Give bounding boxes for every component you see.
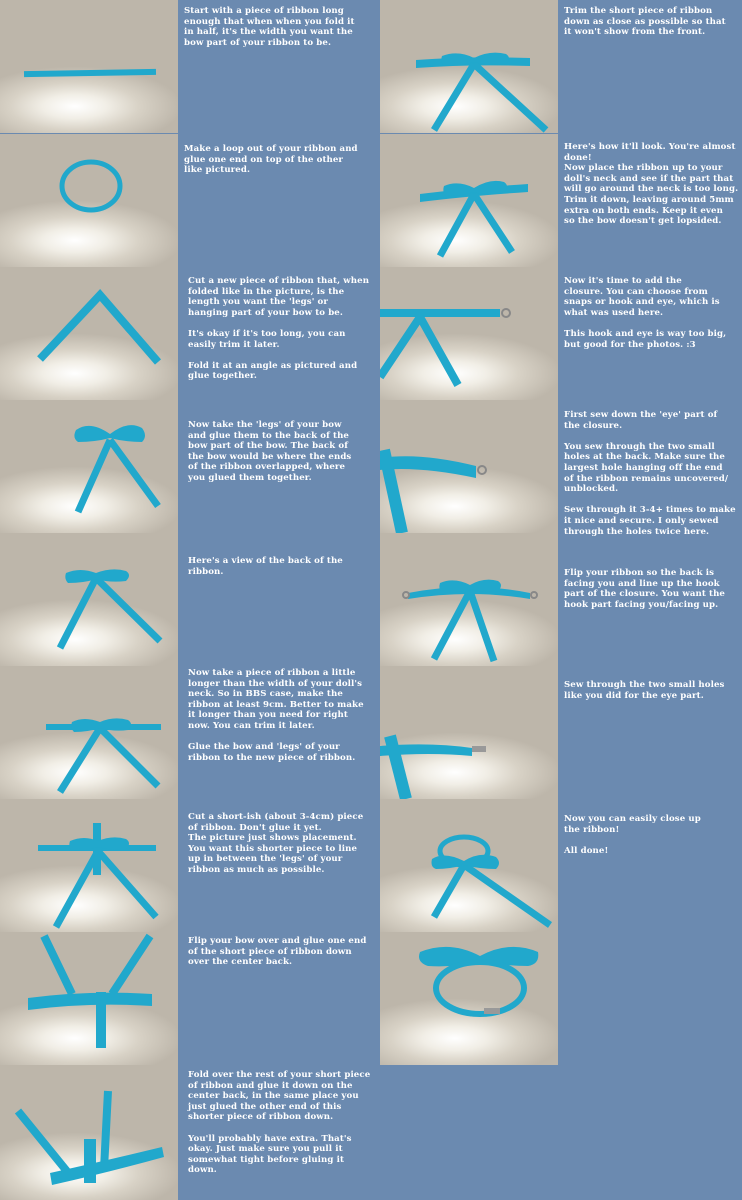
step-photo-16	[380, 799, 558, 932]
step-photo-2	[0, 134, 178, 267]
step-photo-15	[380, 666, 558, 799]
step-photo-8	[0, 932, 178, 1065]
step-photo-5	[0, 533, 178, 666]
step-photo-10	[380, 0, 558, 133]
step-text-9: Fold over the rest of your short piece of ribbon and glue it down on the center back, in the same place you just glued the other end of this shorter piece of ribbon down. You'll probably have extra. That's okay. Just make sure you pull it somewhat tight before gluing it down.	[188, 1070, 371, 1176]
step-text-11: Here's how it'll look. You're almost done! Now place the ribbon up to your doll's neck and see if the part that will go around the neck is too long. Trim it down, leaving around 5mm extra on both ends. Keep it even so the bow doesn't get lopsided.	[564, 142, 739, 227]
step-photo-6	[0, 666, 178, 799]
step-text-14: Flip your ribbon so the back is facing you and line up the hook part of the closure. You want the hook part facing you/facing up.	[564, 568, 725, 610]
step-text-12: Now it's time to add the closure. You can choose from snaps or hook and eye, which is what was used here. This hook and eye is way too big, but good for the photos. :3	[564, 276, 727, 350]
step-text-8: Flip your bow over and glue one end of the short piece of ribbon down over the center back.	[188, 936, 367, 968]
step-text-6: Now take a piece of ribbon a little longer than the width of your doll's neck. So in BBS case, make the ribbon at least 9cm. Better to make it longer than you need for right now. You can trim it later. Glue the bow and 'legs' of your ribbon to the new piece of ribbon.	[188, 668, 364, 763]
step-text-7: Cut a short-ish (about 3-4cm) piece of ribbon. Don't glue it yet. The picture just shows placement. You want this shorter piece to line up in between the 'legs' of your ribbon as much as possible.	[188, 812, 364, 875]
step-text-15: Sew through the two small holes like you did for the eye part.	[564, 680, 725, 701]
step-photo-4	[0, 400, 178, 533]
step-photo-7	[0, 799, 178, 932]
step-text-2: Make a loop out of your ribbon and glue one end on top of the other like pictured.	[184, 144, 358, 176]
step-photo-11	[380, 134, 558, 267]
step-text-5: Here's a view of the back of the ribbon.	[188, 556, 343, 577]
step-photo-9	[0, 1065, 178, 1200]
step-photo-3	[0, 267, 178, 400]
step-photo-14	[380, 533, 558, 666]
step-text-1: Start with a piece of ribbon long enough that when when you fold it in half, it's the width you want the bow part of your ribbon to be.	[184, 6, 355, 48]
step-text-4: Now take the 'legs' of your bow and glue them to the back of the bow part of the bow. The back of the bow would be where the ends of the ribbon overlapped, where you glued them together.	[188, 420, 352, 483]
step-photo-13	[380, 400, 558, 533]
step-photo-12	[380, 267, 558, 400]
step-text-10: Trim the short piece of ribbon down as close as possible so that it won't show from the front.	[564, 6, 726, 38]
step-text-13: First sew down the 'eye' part of the closure. You sew through the two small holes at the back. Make sure the largest hole hanging off the end of the ribbon remains uncovered/ unblocked. Sew through it 3-4+ times to make it nice and secure. I only sewed through the holes twice here.	[564, 410, 736, 537]
step-text-3: Cut a new piece of ribbon that, when folded like in the picture, is the length you want the 'legs' or hanging part of your bow to be. It's okay if it's too long, you can easily trim it later. Fold it at an angle as pictured and glue together.	[188, 276, 370, 382]
step-photo-1	[0, 0, 178, 133]
step-text-16: Now you can easily close up the ribbon! All done!	[564, 814, 701, 856]
step-photo-17	[380, 932, 558, 1065]
